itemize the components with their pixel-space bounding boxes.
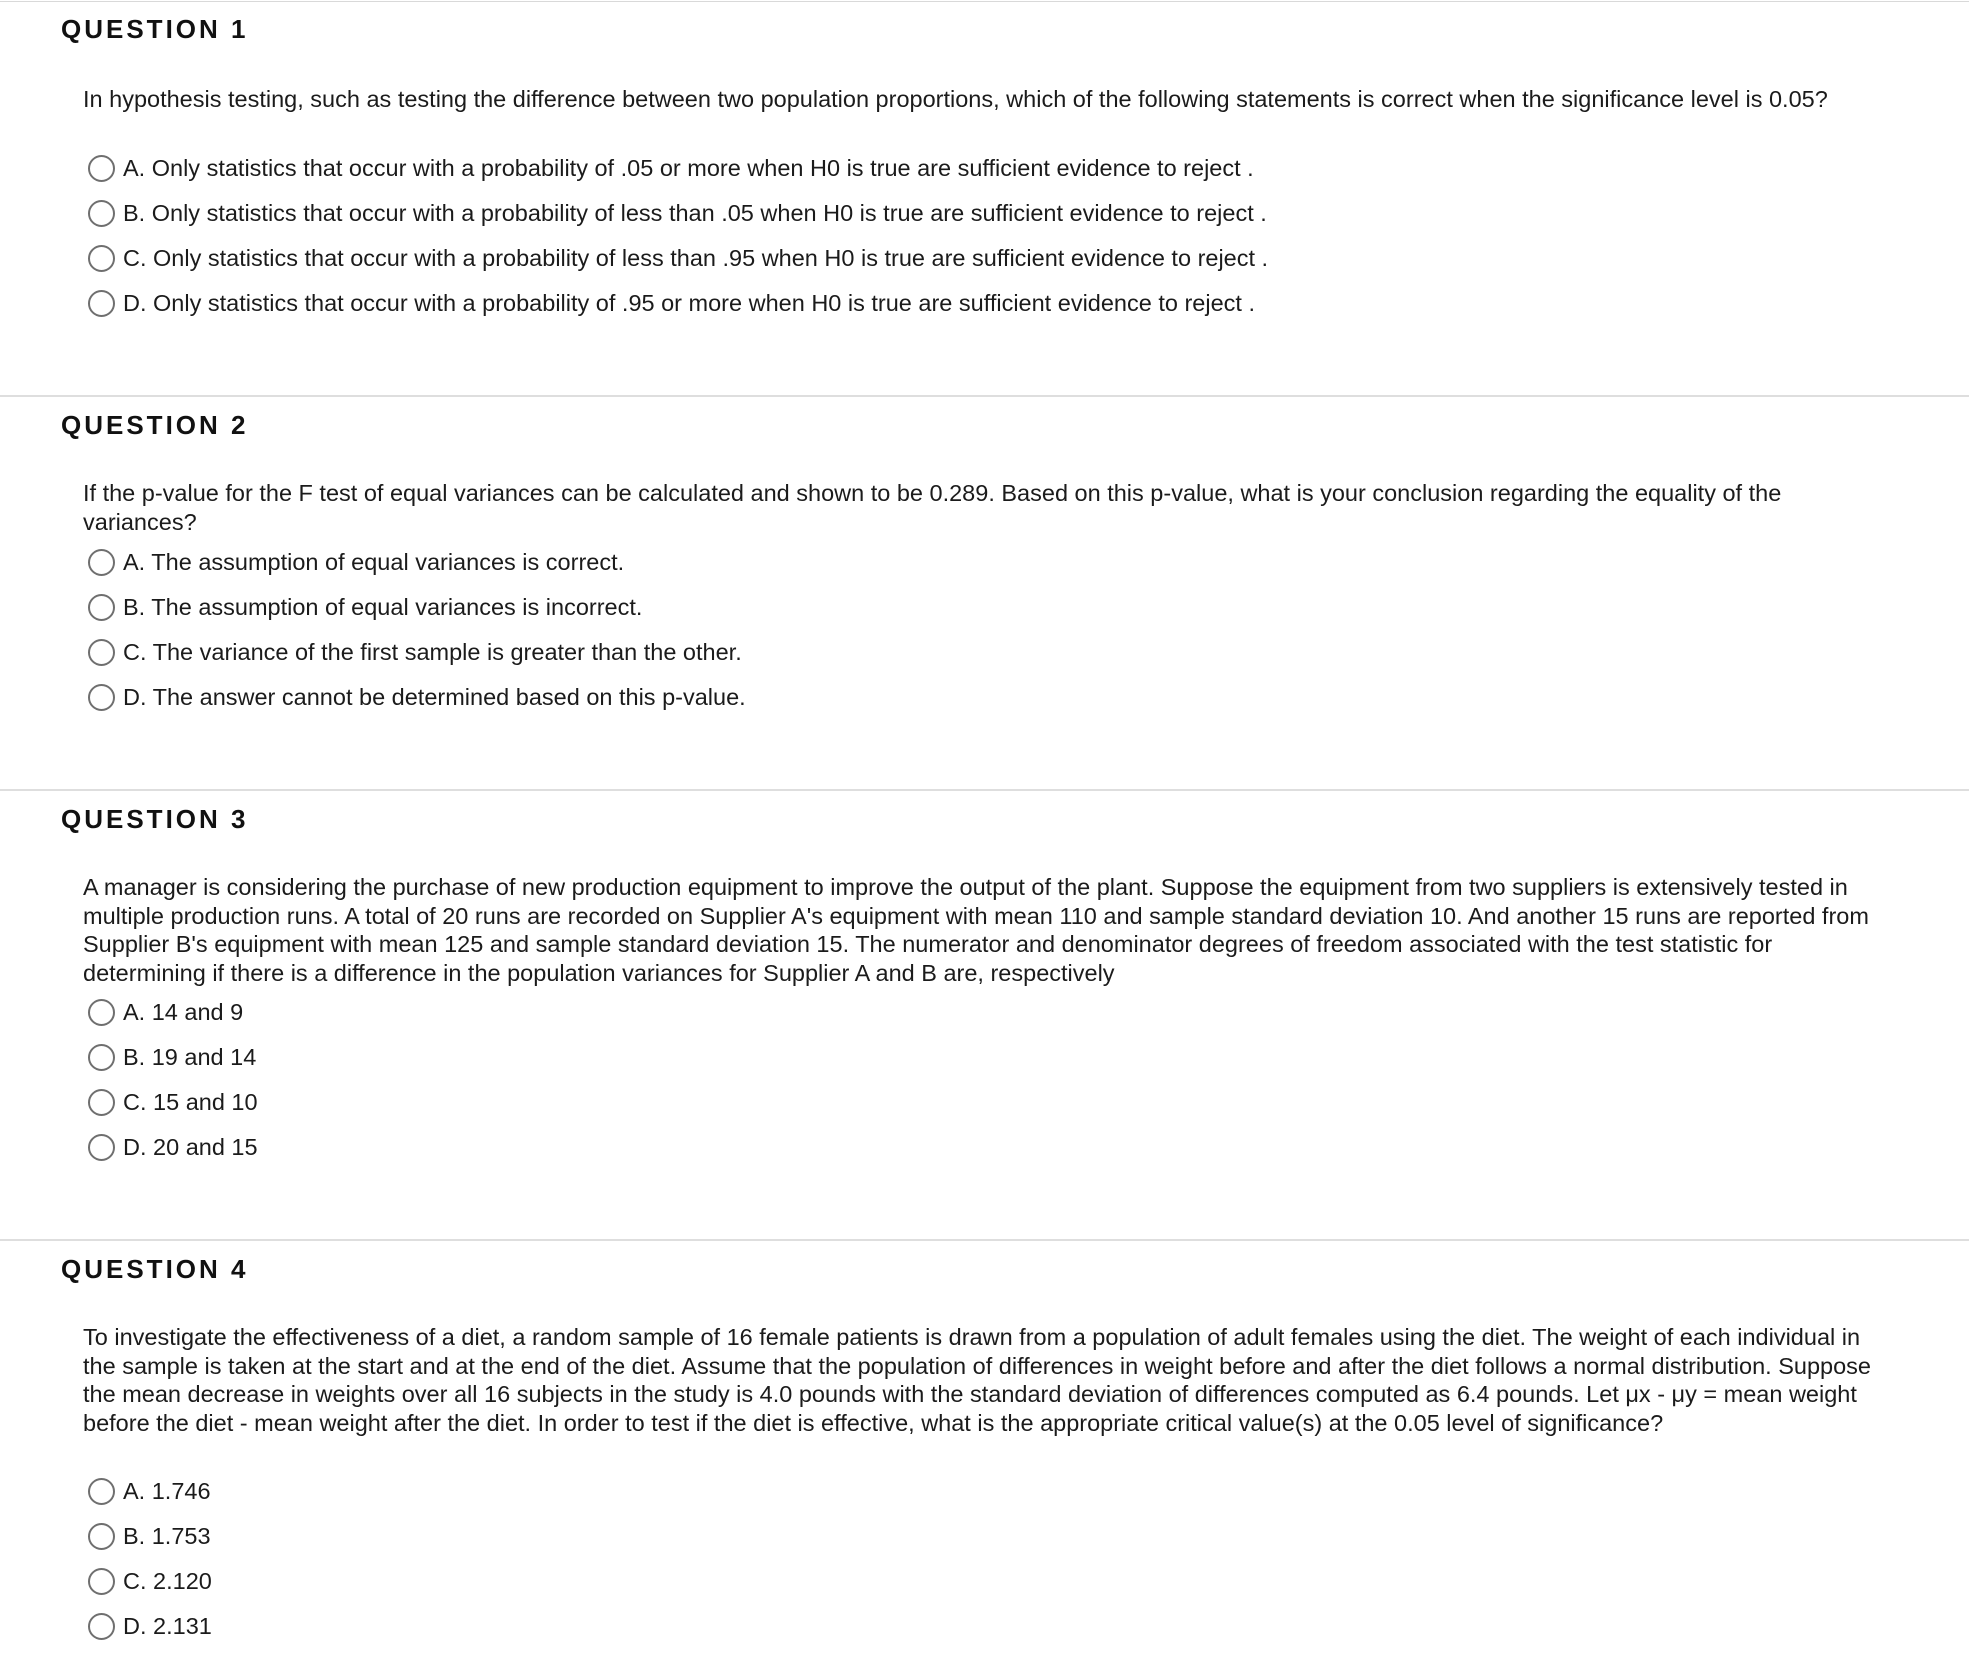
question-title: QUESTION 3 bbox=[61, 804, 249, 834]
option-a[interactable] bbox=[88, 545, 624, 579]
question-divider bbox=[0, 395, 1969, 397]
option-label: A. The assumption of equal variances is correct. bbox=[123, 548, 625, 575]
radio-button[interactable] bbox=[88, 999, 115, 1026]
radio-button[interactable] bbox=[88, 1044, 115, 1071]
option-label: A. 1.746 bbox=[123, 1477, 211, 1504]
option-a[interactable] bbox=[88, 151, 1254, 185]
option-label: D. 20 and 15 bbox=[123, 1133, 258, 1160]
question-divider bbox=[0, 1239, 1969, 1241]
radio-button[interactable] bbox=[88, 639, 115, 666]
option-label: A. Only statistics that occur with a probability of .05 or more when H0 is true are sufficient evidence to reject . bbox=[123, 154, 1254, 181]
radio-button[interactable] bbox=[88, 1523, 115, 1550]
radio-button[interactable] bbox=[88, 155, 115, 182]
option-label: B. Only statistics that occur with a probability of less than .05 when H0 is true are sufficient evidence to reject . bbox=[123, 199, 1267, 226]
option-label: C. Only statistics that occur with a probability of less than .95 when H0 is true are sufficient evidence to reject . bbox=[123, 244, 1269, 271]
option-c[interactable] bbox=[88, 1085, 258, 1119]
option-b[interactable] bbox=[88, 590, 642, 624]
radio-button[interactable] bbox=[88, 1478, 115, 1505]
option-d[interactable] bbox=[88, 1609, 212, 1643]
option-label: B. The assumption of equal variances is incorrect. bbox=[123, 593, 643, 620]
top-divider bbox=[0, 1, 1969, 2]
radio-button[interactable] bbox=[88, 594, 115, 621]
option-label: B. 1.753 bbox=[123, 1522, 211, 1549]
question-title: QUESTION 1 bbox=[61, 14, 249, 44]
option-a[interactable] bbox=[88, 995, 243, 1029]
option-b[interactable] bbox=[88, 196, 1267, 230]
radio-button[interactable] bbox=[88, 1568, 115, 1595]
option-label: B. 19 and 14 bbox=[123, 1043, 257, 1070]
question-divider bbox=[0, 789, 1969, 791]
option-label: C. 15 and 10 bbox=[123, 1088, 258, 1115]
radio-button[interactable] bbox=[88, 684, 115, 711]
option-c[interactable] bbox=[88, 1564, 212, 1598]
option-b[interactable] bbox=[88, 1040, 256, 1074]
radio-button[interactable] bbox=[88, 290, 115, 317]
radio-button[interactable] bbox=[88, 1613, 115, 1640]
option-label: D. 2.131 bbox=[123, 1612, 212, 1639]
option-c[interactable] bbox=[88, 241, 1268, 275]
radio-button[interactable] bbox=[88, 1089, 115, 1116]
radio-button[interactable] bbox=[88, 549, 115, 576]
question-text: To investigate the effectiveness of a diet, a random sample of 16 female patients is drawn from a population of adult females using the diet. The weight of each individual in the sample is taken at the start and at the end of the diet. Assume that the population of differences in weight before and after the diet follows a normal distribution. Suppose the mean decrease in weights over all 16 subjects in the study is 4.0 pounds with the standard deviation of differences computed as 6.4 pounds. Let μx - μy = mean weight before the diet - mean weight after the diet. In order to test if the diet is effective, what is the appropriate critical value(s) at the 0.05 level of significance? bbox=[83, 1324, 1871, 1436]
option-c[interactable] bbox=[88, 635, 742, 669]
option-d[interactable] bbox=[88, 286, 1255, 320]
option-d[interactable] bbox=[88, 680, 746, 714]
question-text: A manager is considering the purchase of new production equipment to improve the output of the plant. Suppose the equipment from two suppliers is extensively tested in multiple production runs. A total of 20 runs are recorded on Supplier A's equipment with mean 110 and sample standard deviation 10. And another 15 runs are reported from Supplier B's equipment with mean 125 and sample standard deviation 15. The numerator and denominator degrees of freedom associated with the test statistic for determining if there is a difference in the population variances for Supplier A and B are, respectively bbox=[83, 874, 1869, 986]
option-label: D. Only statistics that occur with a probability of .95 or more when H0 is true are sufficient evidence to reject . bbox=[123, 289, 1255, 316]
question-text: If the p-value for the F test of equal variances can be calculated and shown to be 0.289. Based on this p-value, what is your conclusion regarding the equality of the variances? bbox=[83, 480, 1782, 535]
option-label: A. 14 and 9 bbox=[123, 998, 244, 1025]
question-title: QUESTION 2 bbox=[61, 410, 249, 440]
option-a[interactable] bbox=[88, 1474, 211, 1508]
option-label: C. The variance of the first sample is greater than the other. bbox=[123, 638, 742, 665]
option-label: D. The answer cannot be determined based on this p-value. bbox=[123, 683, 746, 710]
radio-button[interactable] bbox=[88, 245, 115, 272]
question-text: In hypothesis testing, such as testing the difference between two population proportions, which of the following statements is correct when the significance level is 0.05? bbox=[83, 86, 1828, 112]
radio-button[interactable] bbox=[88, 200, 115, 227]
radio-button[interactable] bbox=[88, 1134, 115, 1161]
question-title: QUESTION 4 bbox=[61, 1254, 249, 1284]
option-b[interactable] bbox=[88, 1519, 211, 1553]
option-label: C. 2.120 bbox=[123, 1567, 212, 1594]
option-d[interactable] bbox=[88, 1130, 258, 1164]
